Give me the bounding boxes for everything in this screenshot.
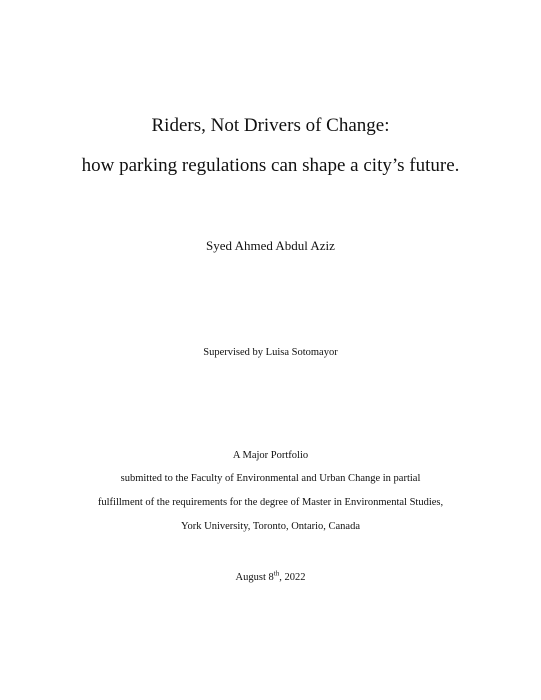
title-line-1: Riders, Not Drivers of Change: (151, 115, 390, 136)
date-suffix: , 2022 (279, 572, 306, 583)
submission-line-2: fulfillment of the requirements for the degree of Master in Environmental Studies, (97, 497, 444, 508)
date-prefix: August 8 (235, 572, 274, 583)
submission-line-1: submitted to the Faculty of Environmental and Urban Change in partial (120, 473, 421, 484)
date-ordinal: th (273, 569, 280, 578)
title-line-2: how parking regulations can shape a city’s future. (81, 155, 460, 176)
supervisor-line: Supervised by Luisa Sotomayor (203, 347, 338, 358)
submission-type: A Major Portfolio (232, 450, 309, 461)
submission-line-3: York University, Toronto, Ontario, Canada (180, 521, 360, 532)
submission-date (0, 571, 541, 585)
author-name: Syed Ahmed Abdul Aziz (206, 238, 335, 253)
